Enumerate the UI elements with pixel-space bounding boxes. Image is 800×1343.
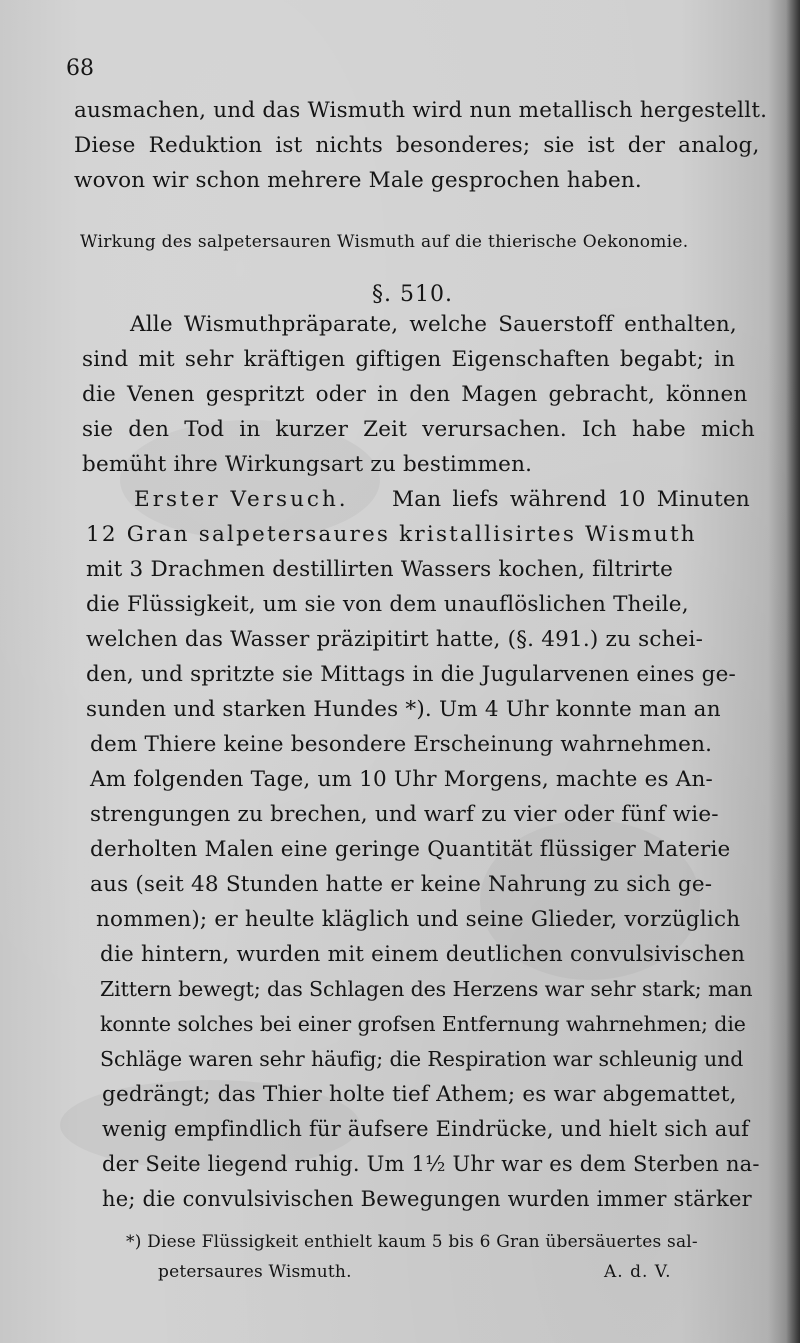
text-line: Am folgenden Tage, um 10 Uhr Morgens, machte es An-	[90, 767, 714, 792]
text-line: die hintern, wurden mit einem deutlichen convulsivischen	[100, 942, 746, 967]
text-line: Alle Wismuthpräparate, welche Sauerstoff enthalten,	[130, 312, 737, 337]
text-line: sind mit sehr kräftigen giftigen Eigenschaften begabt; in	[82, 347, 736, 372]
text-line: der Seite liegend ruhig. Um 1½ Uhr war es dem Sterben na-	[102, 1152, 760, 1176]
text-line: nommen); er heulte kläglich und seine Glieder, vorzüglich	[96, 907, 741, 932]
text-line: bemüht ihre Wirkungsart zu bestimmen.	[82, 452, 533, 477]
page-number: 68	[66, 56, 94, 81]
text-line: konnte solches bei einer grofsen Entfernung wahrnehmen; die	[100, 1012, 746, 1036]
section-number: §. 510.	[372, 282, 453, 307]
text-line: 12 Gran salpetersaures kristallisirtes Wismuth	[86, 522, 697, 547]
text-line: derholten Malen eine geringe Quantität flüssiger Materie	[90, 837, 731, 862]
text-line: mit 3 Drachmen destillirten Wassers kochen, filtrirte	[86, 557, 674, 582]
footnote-line: petersaures Wismuth.	[158, 1262, 352, 1282]
text-line: sunden und starken Hundes *). Um 4 Uhr konnte man an	[86, 697, 721, 722]
footnote-line: *) Diese Flüssigkeit enthielt kaum 5 bis 6 Gran übersäuertes sal-	[126, 1232, 698, 1252]
page-edge-shadow	[786, 0, 800, 1343]
section-heading: Wirkung des salpetersauren Wismuth auf die thierische Oekonomie.	[80, 232, 689, 252]
text-line: Diese Reduktion ist nichts besonderes; sie ist der analog,	[74, 133, 760, 158]
text-line: Man liefs während 10 Minuten	[392, 487, 750, 512]
text-line: aus (seit 48 Stunden hatte er keine Nahrung zu sich ge-	[90, 872, 713, 897]
text-line: strengungen zu brechen, und warf zu vier oder fünf wie-	[90, 802, 719, 827]
experiment-label: Erster Versuch.	[134, 487, 349, 512]
text-line: den, und spritzte sie Mittags in die Jugularvenen eines ge-	[86, 662, 737, 687]
text-line: die Flüssigkeit, um sie von dem unauflöslichen Theile,	[86, 592, 689, 617]
text-line: wovon wir schon mehrere Male gesprochen haben.	[74, 168, 642, 193]
text-line: ausmachen, und das Wismuth wird nun metallisch hergestellt.	[74, 98, 768, 123]
text-line: sie den Tod in kurzer Zeit verursachen. Ich habe mich	[82, 417, 755, 442]
text-line: welchen das Wasser präzipitirt hatte, (§. 491.) zu schei-	[86, 627, 704, 652]
text-line: Zittern bewegt; das Schlagen des Herzens war sehr stark; man	[100, 977, 753, 1001]
text-line: he; die convulsivischen Bewegungen wurden immer stärker	[102, 1187, 752, 1211]
text-line: die Venen gespritzt oder in den Magen gebracht, können	[82, 382, 748, 407]
footnote-signature: A. d. V.	[604, 1262, 672, 1282]
text-line: gedrängt; das Thier holte tief Athem; es war abgemattet,	[102, 1082, 737, 1107]
text-line: wenig empfindlich für äufsere Eindrücke, und hielt sich auf	[102, 1117, 750, 1141]
text-line: dem Thiere keine besondere Erscheinung wahrnehmen.	[90, 732, 713, 757]
text-line: Schläge waren sehr häufig; die Respiration war schleunig und	[100, 1047, 744, 1071]
